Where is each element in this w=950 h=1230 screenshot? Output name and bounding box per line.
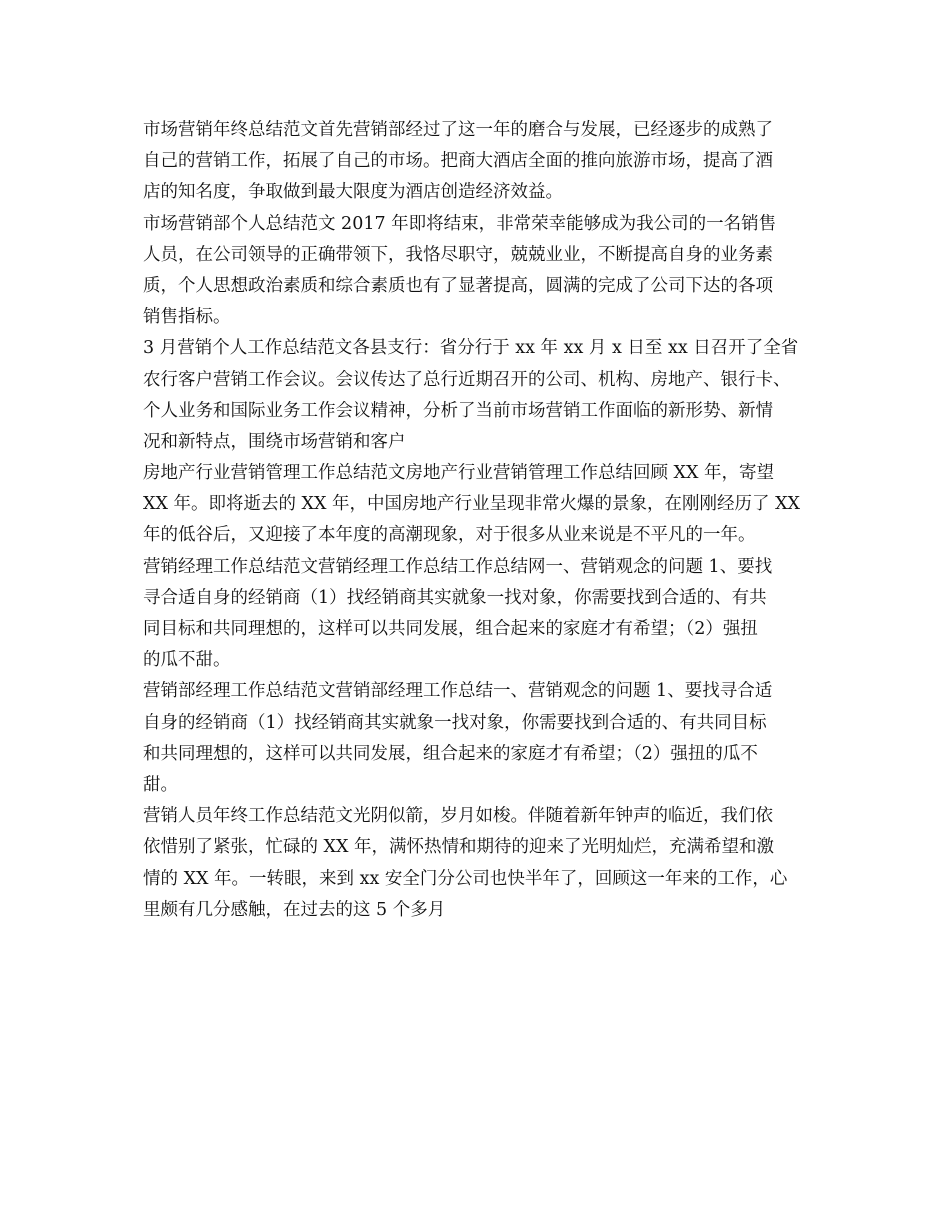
text-line: 销售指标。 — [143, 307, 231, 328]
text-line: 市场营销部个人总结范文 2017 年即将结束，非常荣幸能够成为我公司的一名销售 — [143, 213, 777, 234]
text-line: 的瓜不甜。 — [143, 650, 231, 671]
text-line: 店的知名度，争取做到最大限度为酒店创造经济效益。 — [143, 182, 563, 203]
text-line: 和共同理想的，这样可以共同发展，组合起来的家庭才有希望；（2）强扭的瓜不 — [143, 743, 758, 764]
text-line: 自己的营销工作，拓展了自己的市场。把商大酒店全面的推向旅游市场，提高了酒 — [143, 151, 773, 172]
text-line: 营销部经理工作总结范文营销部经理工作总结一、营销观念的问题 1、要找寻合适 — [143, 681, 773, 702]
text-line: 营销经理工作总结范文营销经理工作总结工作总结网一、营销观念的问题 1、要找 — [143, 556, 773, 577]
text-line: 3 月营销个人工作总结范文各县支行：省分行于 xx 年 xx 月 x 日至 xx 日召开了全省 — [143, 338, 799, 359]
text-line: 寻合适自身的经销商（1）找经销商其实就象一找对象，你需要找到合适的、有共 — [143, 587, 767, 608]
text-line: 同目标和共同理想的，这样可以共同发展，组合起来的家庭才有希望；（2）强扭 — [143, 619, 758, 639]
text-line: 人员，在公司领导的正确带领下，我恪尽职守，兢兢业业，不断提高自身的业务素 — [143, 244, 773, 265]
text-line: 个人业务和国际业务工作会议精神，分析了当前市场营销工作面临的新形势、新情 — [143, 400, 773, 421]
text-line: 情的 XX 年。一转眼，来到 xx 安全门分公司也快半年了，回顾这一年来的工作，心 — [143, 868, 788, 889]
text-line: 年的低谷后，又迎接了本年度的高潮现象，对于很多从业来说是不平凡的一年。 — [143, 525, 756, 546]
text-line: 质，个人思想政治素质和综合素质也有了显著提高，圆满的完成了公司下达的各项 — [143, 275, 773, 296]
text-line: 农行客户营销工作会议。会议传达了总行近期召开的公司、机构、房地产、银行卡、 — [143, 369, 791, 390]
text-line: XX 年。即将逝去的 XX 年，中国房地产行业呈现非常火爆的景象，在刚刚经历了 XX — [143, 494, 800, 515]
text-line: 里颇有几分感触，在过去的这 5 个多月 — [143, 899, 446, 920]
text-line: 依惜别了紧张，忙碌的 XX 年，满怀热情和期待的迎来了光明灿烂，充满希望和激 — [143, 837, 775, 858]
document-body — [143, 115, 823, 926]
text-line: 市场营销年终总结范文首先营销部经过了这一年的磨合与发展，已经逐步的成熟了 — [143, 120, 773, 140]
text-line: 营销人员年终工作总结范文光阴似箭，岁月如梭。伴随着新年钟声的临近，我们依 — [143, 806, 773, 827]
text-line: 自身的经销商（1）找经销商其实就象一找对象，你需要找到合适的、有共同目标 — [143, 712, 767, 733]
text-line: 甜。 — [143, 774, 178, 795]
text-line: 房地产行业营销管理工作总结范文房地产行业营销管理工作总结回顾 XX 年，寄望 — [143, 463, 775, 484]
text-line: 况和新特点，围绕市场营销和客户 — [143, 431, 406, 452]
